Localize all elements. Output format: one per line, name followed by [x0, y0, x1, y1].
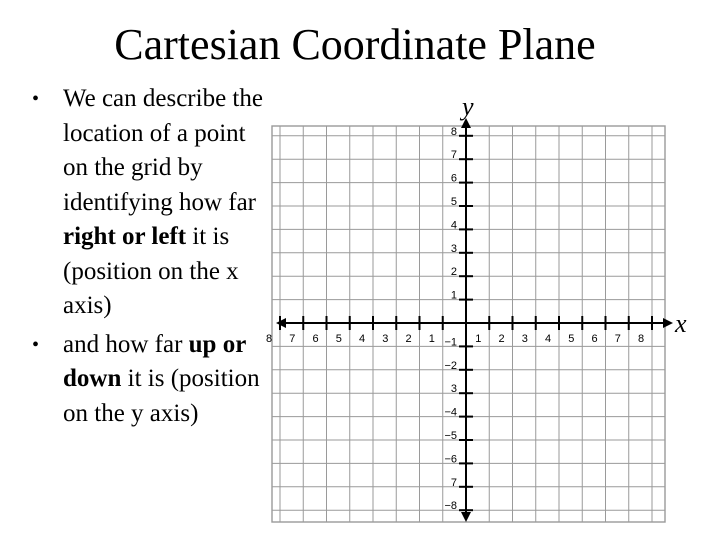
x-axis-arrow-right-icon — [663, 318, 673, 328]
x-tick-label: 5 — [568, 333, 575, 345]
bullet-text-part: and how far — [63, 330, 189, 358]
y-tick-label: −2 — [444, 359, 457, 372]
bullet-emphasis-right-or-left: right or left — [63, 223, 187, 250]
x-tick-label: 3 — [521, 333, 528, 345]
x-tick-label: 8 — [266, 333, 273, 345]
y-tick-label: −8 — [444, 500, 457, 513]
y-tick-label: −1 — [444, 336, 457, 349]
bullet-dot-icon: • — [32, 333, 40, 356]
y-tick-label: 8 — [450, 125, 457, 138]
y-tick-label: −5 — [444, 430, 457, 442]
x-tick-label: 7 — [614, 333, 621, 345]
bullet-text-part: it is (position on the x axis) — [63, 223, 239, 319]
bullet-text-part: it is (position on the y axis) — [63, 365, 260, 427]
y-tick-label: −4 — [444, 406, 457, 419]
y-tick-label: 7 — [450, 149, 457, 162]
x-tick-label: 8 — [638, 333, 645, 345]
bullet-emphasis-up-or-down: up or down — [63, 330, 246, 392]
x-tick-label: 6 — [591, 333, 598, 345]
x-tick-label: 2 — [498, 333, 505, 345]
y-tick-label: 4 — [450, 219, 457, 232]
x-tick-label: 3 — [382, 333, 389, 345]
y-tick-label: 3 — [450, 383, 457, 396]
slide-title: Cartesian Coordinate Plane — [114, 20, 596, 69]
y-tick-label: 1 — [450, 289, 457, 302]
x-tick-label: 4 — [359, 333, 366, 345]
y-tick-label: −6 — [444, 453, 457, 466]
x-tick-label: 1 — [475, 333, 482, 345]
y-tick-label: 5 — [450, 196, 457, 208]
y-tick-label: 2 — [450, 266, 457, 279]
x-tick-label: 6 — [312, 333, 319, 345]
bullet-text-part: We can describe the location of a point on the grid by identifying how far — [63, 85, 263, 216]
y-tick-label: 3 — [450, 242, 457, 255]
y-axis-label: y — [462, 92, 474, 121]
y-tick-label: 7 — [450, 476, 457, 489]
y-tick-label: 6 — [450, 172, 457, 185]
x-axis-label: x — [675, 309, 687, 338]
x-tick-label: 4 — [545, 333, 552, 345]
x-tick-label: 7 — [289, 333, 296, 345]
x-tick-label: 2 — [405, 333, 412, 345]
bullet-dot-icon: • — [32, 88, 40, 110]
x-tick-label: 1 — [428, 333, 435, 345]
y-axis-arrow-down-icon — [461, 512, 471, 522]
x-tick-label: 5 — [335, 333, 342, 345]
